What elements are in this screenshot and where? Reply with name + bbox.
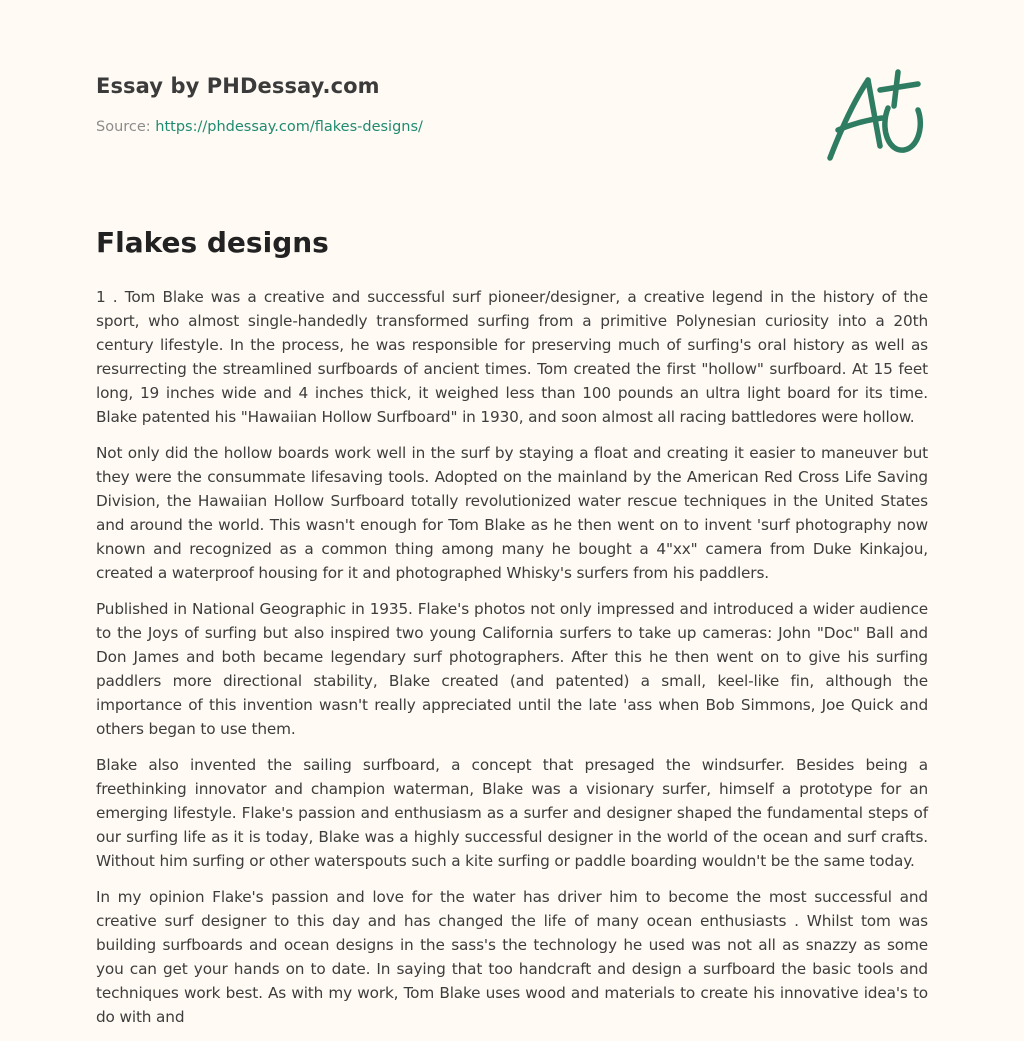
source-label: Source: bbox=[96, 119, 151, 135]
essay-paragraph: Not only did the hollow boards work well in the surf by staying a float and creating it easier to maneuver but they were the consummate lifesaving tools. Adopted on the mainland by the American Red Cross Life Saving Division, the Hawaiian Hollow Surfboard totally revolutionized water rescue techniques in the United States and around the world. This wasn't enough for Tom Blake as he then went on to invent 'surf photography now known and recognized as a common thing among many he bought a 4"xx" camera from Duke Kinkajou, created a waterproof housing for it and photographed Whisky's surfers from his paddlers. bbox=[96, 444, 928, 582]
essay-paragraph: Published in National Geographic in 1935. Flake's photos not only impressed and introduced a wider audience to the Joys of surfing but also inspired two young California surfers to take up cameras: John "Doc" Ball and Don James and both became legendary surf photographers. After this he then went on to give his surfing paddlers more directional stability, Blake created (and patented) a small, keel-like fin, although the importance of this invention wasn't really appreciated until the late 'ass when Bob Simmons, Joe Quick and others began to use them. bbox=[96, 600, 928, 738]
site-brand: Essay by PHDessay.com bbox=[96, 74, 380, 98]
essay-header bbox=[96, 74, 796, 135]
source-link[interactable]: https://phdessay.com/flakes-designs/ bbox=[155, 119, 423, 135]
essay-body bbox=[96, 285, 928, 1041]
essay-paragraph: Blake also invented the sailing surfboard, a concept that presaged the windsurfer. Besides being a freethinking innovator and champion waterman, Blake was a visionary surfer, himself a prototype for an emerging lifestyle. Flake's passion and enthusiasm as a surfer and designer shaped the fundamental steps of our surfing life as it is today, Blake was a highly successful designer in the world of the ocean and surf crafts. Without him surfing or other waterspouts such a kite surfing or paddle boarding wouldn't be the same today. bbox=[96, 756, 928, 870]
source-line bbox=[96, 119, 796, 135]
essay-title: Flakes designs bbox=[96, 226, 329, 259]
essay-paragraph: In my opinion Flake's passion and love for the water has driver him to become the most successful and creative surf designer to this day and has changed the life of many ocean enthusiasts . Whilst tom was building surfboards and ocean designs in the sass's the technology he used was not all as snazzy as some you can get your hands on to date. In saying that too handcraft and design a surfboard the basic tools and techniques work best. As with my work, Tom Blake uses wood and materials to create his innovative idea's to do with and bbox=[96, 888, 928, 1026]
a-plus-grade-icon bbox=[822, 64, 932, 168]
essay-paragraph: 1 . Tom Blake was a creative and successful surf pioneer/designer, a creative legend in the history of the sport, who almost single-handedly transformed surfing from a primitive Polynesian curiosity into a 20th century lifestyle. In the process, he was responsible for preserving much of surfing's oral history as well as resurrecting the streamlined surfboards of ancient times. Tom created the first "hollow" surfboard. At 15 feet long, 19 inches wide and 4 inches thick, it weighed less than 100 pounds an ultra light board for its time. Blake patented his "Hawaiian Hollow Surfboard" in 1930, and soon almost all racing battledores were hollow. bbox=[96, 288, 928, 426]
